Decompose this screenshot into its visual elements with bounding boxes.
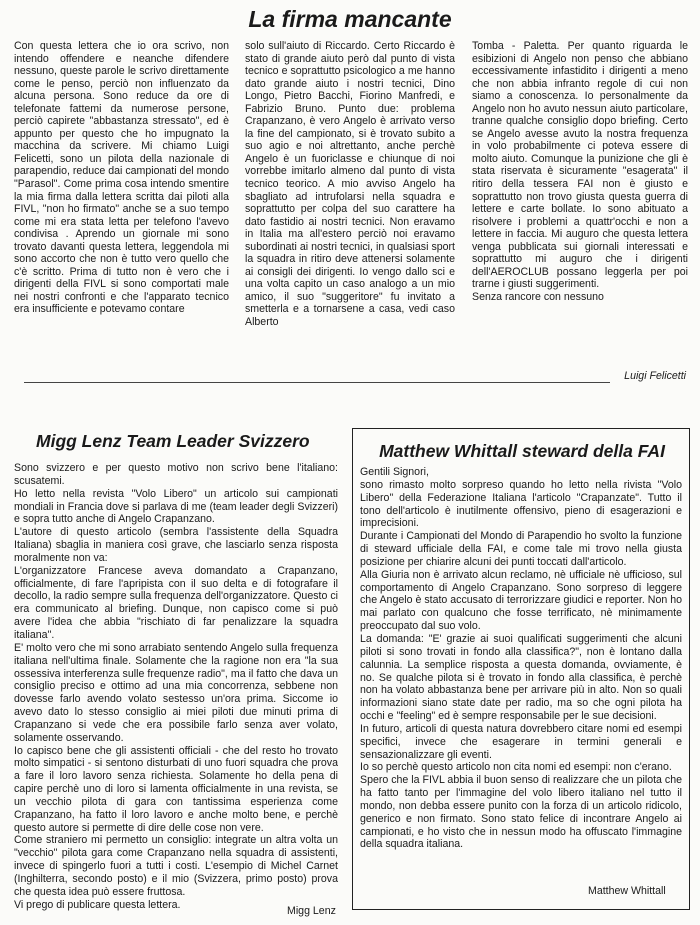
letter2-paragraph: Ho letto nella revista "Volo Libero" un articolo sui campionati mondiali in Francia dove si parlava di me (team leader degli Svizzeri) e sopra tutto anche di Angelo Crapanzano. — [14, 487, 338, 526]
letter2-paragraph: Come straniero mi permetto un consiglio: integrate un altra volta un "vecchio" pilota gara come Crapanzano nella squadra di assistenti, invece di spingerlo fuori a tutti i costi. L'esempio di Michel Carnet (Inghilterra, secondo posto) e il mio (Svizzera, primo posto) prova che questa idea può essere fruttosa. — [14, 834, 338, 898]
section-divider — [24, 382, 610, 383]
letter3-paragraph: La domanda: "E' grazie ai suoi qualificati suggerimenti che alcuni piloti si sono trovati in fondo alla classifica?", non è lontano dalla calunnia. La semplice risposta a questa domanda, ovviamente, è no. Se qualche pilota si è trovato in fondo alla classifica, è perchè non ha volato abbastanza bene per arrivare più in alto. Non so quali informazioni siano state date per radio, ma so che ogni pilota ha occhi e "feeling" ed è sempre responsabile per le sue decisioni. — [360, 632, 682, 723]
letter3-body — [360, 466, 682, 851]
letter3-paragraph: In futuro, articoli di questa natura dovrebbero citare nomi ed esempi specifici, invece che esagerare in termini generali e sensazionalizzare gli eventi. — [360, 722, 682, 761]
letter2-paragraph: L'organizzatore Francese aveva domandato a Crapanzano, officialmente, di fare l'apripista con il suo delta e di fotografare il decollo, la radio sempre sulla frequenza dell'organizzatore. Questo ci era communicato al briefing. Dunque, non capisco come si può avere l'idea che abbia "rischiato di far penalizzare la squadra italiana". — [14, 564, 338, 641]
letter1-closing: Senza rancore con nessuno — [472, 290, 604, 303]
article-title-firma-mancante: La firma mancante — [248, 6, 452, 32]
letter1-column-2-text: solo sull'aiuto di Riccardo. Certo Riccardo è stato di grande aiuto però dal punto di vista tecnico e soprattutto psicologico a me hanno dato grande aiuto i nostri tecnici, Dino Longo, Pietro Bacchi, Fiorino Manfredi, e Fabrizio Bruno. Punto due: problema Crapanzano, è vero Angelo è arrivato verso la fine del campionato, si è trovato subito a suo agio e noi altrettanto, anche perchè Angelo è un fuoriclasse e chiunque di noi vorrebbe imitarlo almeno dal punto di vista tecnico teorico. A mio avviso Angelo ha sbagliato ad intrufolarsi nella squadra e soprattutto per colpa del suo carattere ha dato fastidio ai nostri tecnici. Non eravamo in Italia ma all'estero perciò noi eravamo subordinati ai nostri tecnici, in qualsiasi sport la squadra in ritiro deve attenersi solamente ai consigli dei dirigenti. Io vengo dallo sci e una volta capito un caso analogo a un mio amico, il suo "suggeritore" fu invitato a smetterla e a tornarsene a casa, vedi caso Alberto — [245, 40, 455, 329]
letter3-paragraph: sono rimasto molto sorpreso quando ho letto nella rivista "Volo Libero" della Federazione Italiana l'articolo "Crapanzate". Tutto il tono dell'articolo è inutilmente offensivo, pieno di esagerazioni e imprecisioni. — [360, 478, 682, 530]
letter1-column-3-text: Tomba - Paletta. Per quanto riguarda le esibizioni di Angelo non penso che abbiano eccessivamente infastidito i dirigenti a meno che non abbia infranto regole di cui non siamo a conoscenza. Io personalmente da Angelo non ho avuto nessun aiuto particolare, tranne qualche consiglio dopo briefing. Certo se Angelo avesse avuto la nostra frequenza in volo probabilmente ci poteva essere di molto aiuto. Comunque la punizione che gli è stata riservata è sicuramente "esagerata" il ritiro della tessera FAI non è giusto e soprattutto non trovo giusta questa guerra di lettere e carte bollate. Io sono abituato a risolvere i problemi a quattr'occhi e non a lettere in faccia. Mi auguro che questa lettera venga pubblicata sui giornali interessati e soprattutto mi auguro che i dirigenti dell'AEROCLUB possano leggerla per poi trarne i giusti suggerimenti. — [472, 40, 688, 291]
article-title-whittall: Matthew Whittall steward della FAI — [379, 441, 665, 461]
letter1-signature: Luigi Felicetti — [624, 370, 686, 382]
letter1-column-3 — [472, 40, 688, 303]
letter2-paragraph: Vi prego di publicare questa lettera. — [14, 898, 181, 911]
letter2-paragraph: Io capisco bene che gli assistenti officiali - che del resto ho trovato molto simpatici - si sentono disturbati di uno fuori squadra che prova a fare il loro lavoro senza richiesta. Solamente ho della pena di capire perchè uno di loro si lamenta officialmente in una revista, se un vecchio pilota di gara con tantissima esperienza come Crapanzano, ha fatto il loro lavoro e anche molto bene, e perchè questo autore si permette di dire delle cose non vere. — [14, 744, 338, 834]
article-title-migg-lenz: Migg Lenz Team Leader Svizzero — [36, 431, 310, 451]
letter1-column-1 — [14, 40, 229, 316]
letter1-column-2 — [245, 40, 455, 329]
letter3-paragraph: Alla Giuria non è arrivato alcun reclamo, nè ufficiale nè ufficioso, sul comportamento di Angelo Crapanzano. Sono sorpreso di leggere che Angelo è stato accusato di terrorizzare giudici e reporter. Non ho mai parlato con qualcuno che fosse terrificato, nè minimamente preoccupato dal suo volo. — [360, 568, 682, 633]
letter3-paragraph: Durante i Campionati del Mondo di Parapendio ho svolto la funzione di steward ufficiale della FAI, e come tale mi trovo nella giusta posizione per chiarire alcuni dei punti toccati dall'articolo. — [360, 530, 682, 568]
letter3-paragraph: Io so perchè questo articolo non cita nomi ed esempi: non c'erano. — [360, 761, 672, 774]
letter2-paragraph: Sono svizzero e per questo motivo non scrivo bene l'italiano: scusatemi. — [14, 462, 338, 487]
letter3-paragraph: Spero che la FIVL abbia il buon senso di realizzare che un pilota che ha fatto tanto per l'immagine del volo libero italiano nel tutto il mondo, non debba essere punito con la forza di un articolo ridicolo, generico e non firmato. Sono stato felice di incontrare Angelo ai campionati, e ho visto che in nessun modo ha offuscato l'immagine della squadra italiana. — [360, 774, 682, 851]
letter1-column-1-text: Con questa lettera che io ora scrivo, non intendo offendere e neanche difendere nessuno, queste parole le scrivo direttamente come le penso, perciò non influenzato da alcuna persona. Sono reduce da ore di telefonate fattemi da numerose persone, perciò capirete "abbastanza stressato", ed è appunto per questo che ho impugnato la macchina da scrivere. Mi chiamo Luigi Felicetti, sono un pilota della nazionale di parapendio, reduce dai campionati del mondo "Parasol". Come prima cosa intendo smentire la mia firma dalla lettera scritta dai piloti alla FIVL, "non ho firmato" anche se a suo tempo come mi era stata letta per telefono l'avevo condivisa . Aprendo un giornale mi sono trovato davanti questa lettera, leggendola mi sono accorto che non è tutto vero quello che c'è scritto. Prima di tutto non è vero che i dirigenti della FIVL si sono comportati male nei nostri confronti e che l'apparato tecnico era insufficiente e potevamo contare — [14, 40, 229, 316]
letter2-signature: Migg Lenz — [287, 905, 336, 917]
letter2-body — [14, 462, 338, 912]
letter3-signature: Matthew Whittall — [588, 885, 666, 897]
letter2-paragraph: E' molto vero che mi sono arrabiato sentendo Angelo sulla frequenza italiana nell'ultima finale. Solamente che la ragione non era "la sua ossessiva interferenza sulle frequenze radio", ma il fatto che dava un consiglio preciso e ottimo ad una mia concorrenza, sebbene non dovesse farlo avendo volato sestesso un'ora prima. Siccome io avevo dato lo stesso consiglio ai miei piloti due minuti prima di Crapanzano si vede che era possibile farlo senza aver volato, solamente osservando. — [14, 641, 338, 744]
letter3-paragraph: Gentili Signori, — [360, 466, 429, 478]
letter2-paragraph: L'autore di questo articolo (sembra l'assistente della Squadra Italiana) sbaglia in maniera così grave, che lasciarlo senza risposta moralmente non va: — [14, 526, 338, 564]
